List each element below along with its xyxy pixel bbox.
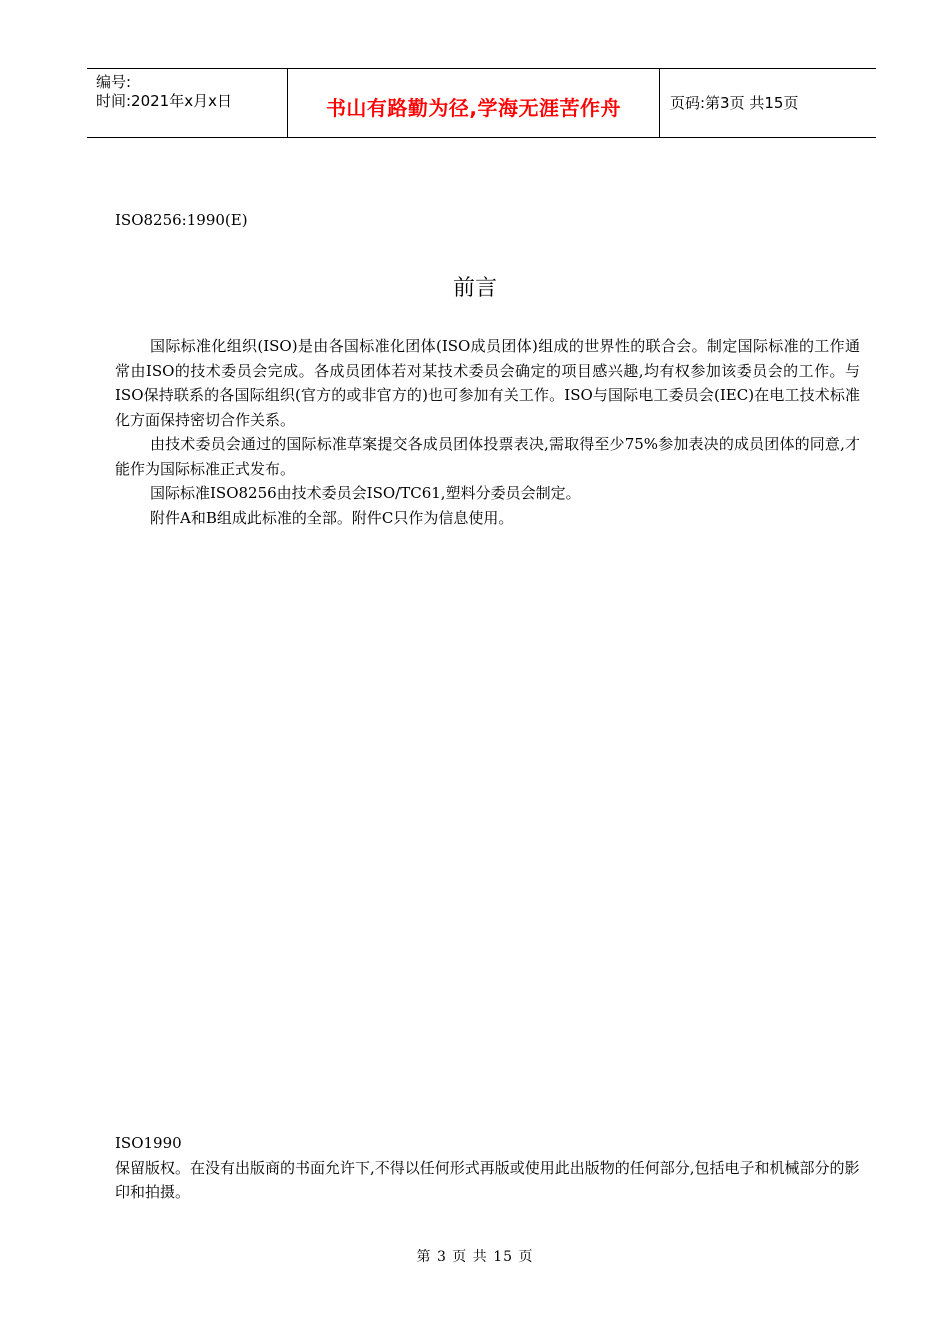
page-header (87, 68, 876, 138)
page-footer: 第 3 页 共 15 页 (416, 1249, 534, 1265)
header-left-cell (87, 69, 287, 137)
paragraph: 附件A和B组成此标准的全部。附件C只作为信息使用。 (150, 508, 514, 527)
body-text (115, 334, 860, 530)
header-motto: 书山有路勤为径,学海无涯苦作舟 (325, 96, 622, 120)
copyright-block (115, 1131, 860, 1205)
standard-code: ISO8256:1990(E) (115, 211, 248, 229)
page-number-label: 页码:第3页 共15页 (670, 94, 799, 112)
paragraph: 国际标准化组织(ISO)是由各国标准化团体(ISO成员团体)组成的世界性的联合会。制定国际标准的工作通常由ISO的技术委员会完成。各成员团体若对某技术委员会确定的项目感兴趣,均有权参加该委员会的工作。与ISO保持联系的各国际组织(官方的或非官方的)也可参加有关工作。ISO与国际电工委员会(IEC)在电工技术标准化方面保持密切合作关系。 (115, 337, 860, 429)
time-label: 时间:2021年x月x日 (96, 92, 232, 110)
paragraph: 国际标准ISO8256由技术委员会ISO/TC61,塑料分委员会制定。 (150, 484, 581, 502)
section-title: 前言 (452, 276, 497, 301)
copyright-year: ISO1990 (115, 1134, 182, 1152)
serial-label: 编号: (96, 73, 132, 91)
header-right-cell (660, 69, 876, 137)
copyright-notice: 保留版权。在没有出版商的书面允许下,不得以任何形式再版或使用此出版物的任何部分,包括电子和机械部分的影印和拍摄。 (115, 1158, 860, 1201)
paragraph: 由技术委员会通过的国际标准草案提交各成员团体投票表决,需取得至少75%参加表决的成员团体的同意,才能作为国际标准正式发布。 (115, 435, 860, 478)
header-motto-cell (287, 69, 660, 137)
